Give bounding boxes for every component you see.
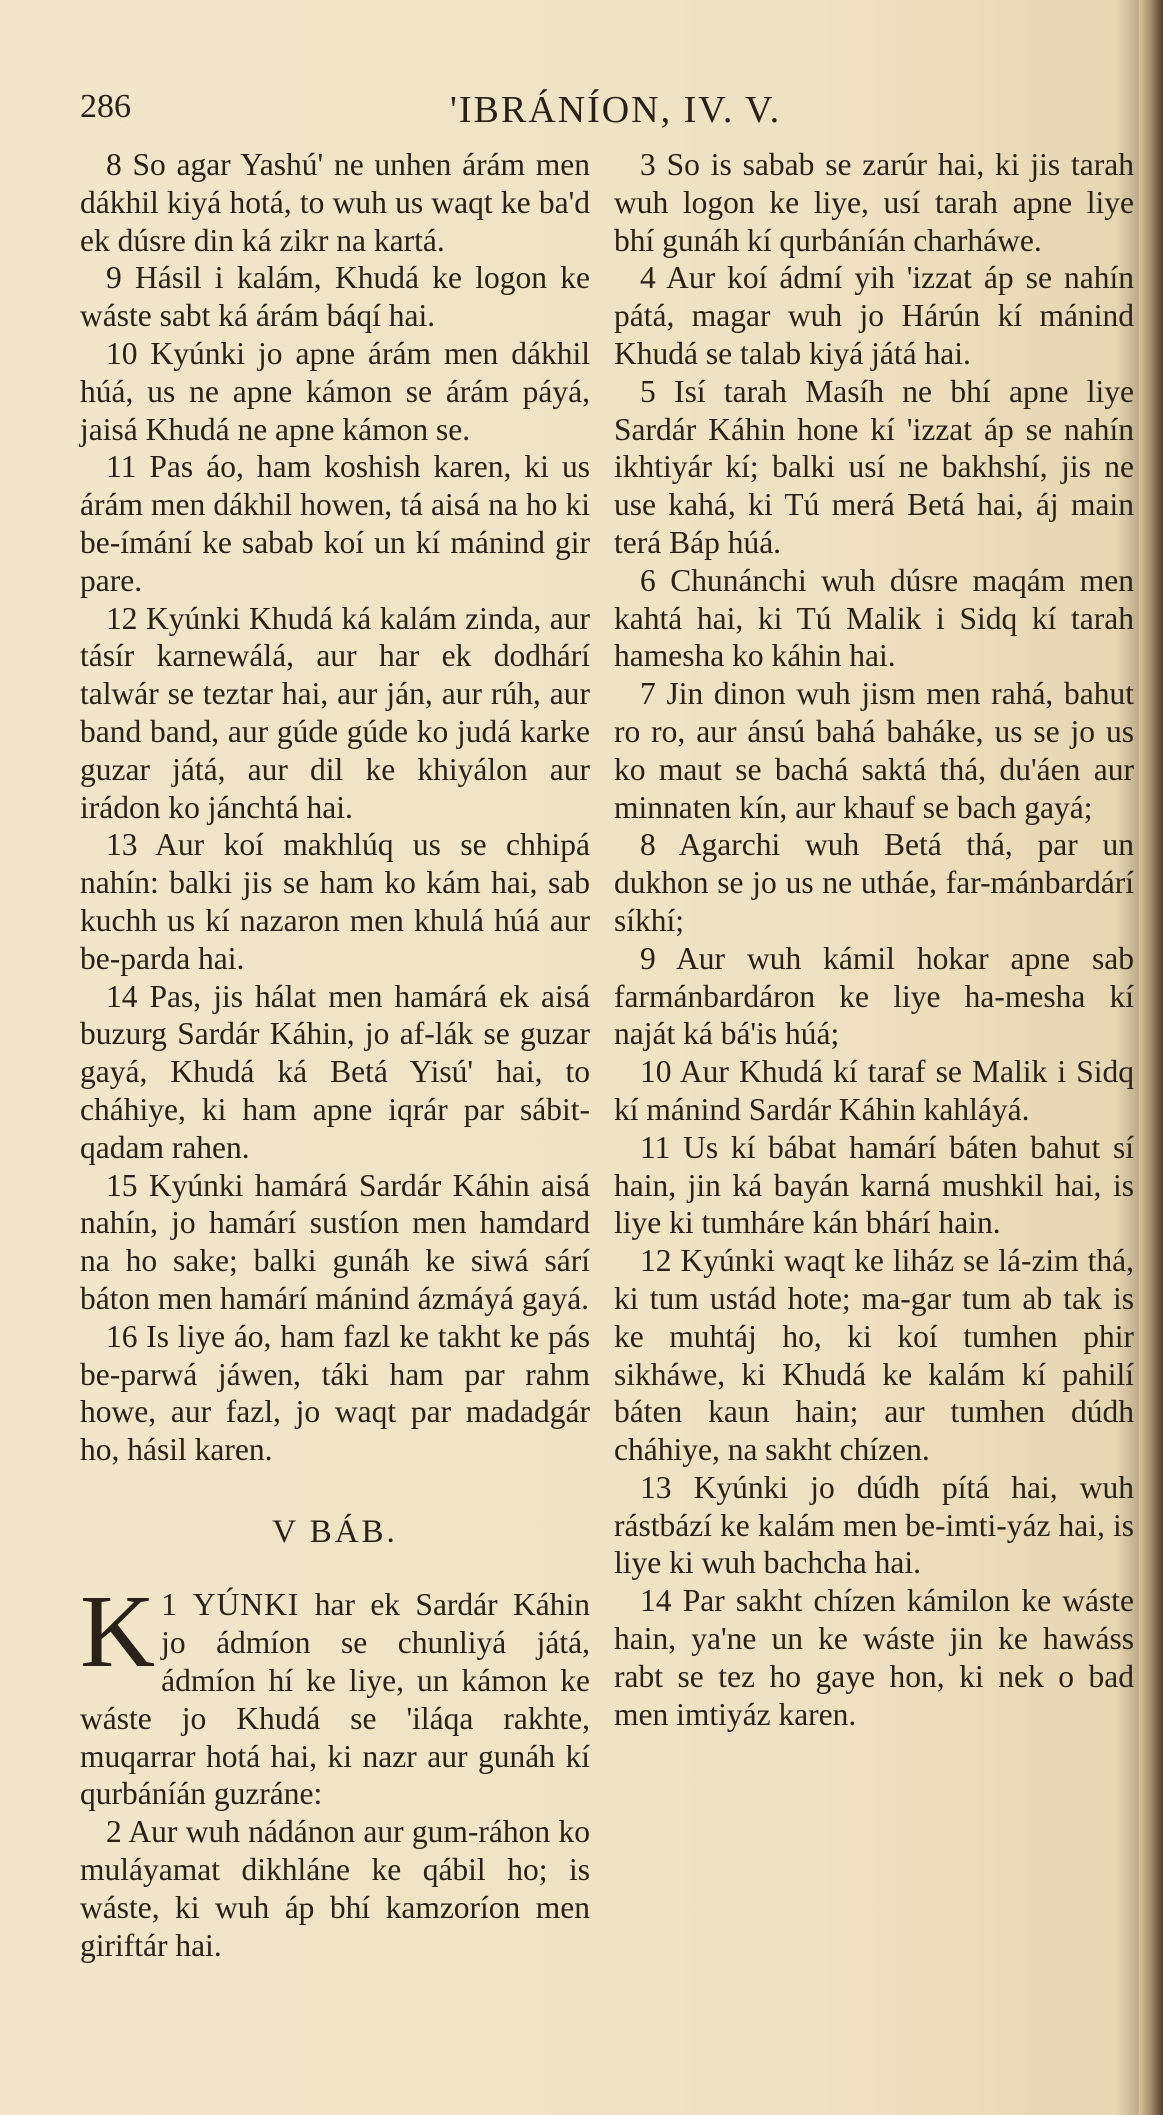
verse: 9 Hásil i kalám, Khudá ke logon ke wáste sabt ká árám báqí hai.	[80, 260, 590, 334]
verse-1	[80, 1574, 590, 1813]
verse: 13 Kyúnki jo dúdh pítá hai, wuh rástbází ke kalám men be-imti-yáz hai, is liye ki wuh bachcha hai.	[614, 1469, 1134, 1581]
verse: 12 Kyúnki Khudá ká kalám zinda, aur tásír karnewálá, aur har ek dodhárí talwár se teztar hai, aur ján, aur rúh, aur band band, aur gúde gúde ko judá karke guzar játá, aur dil ke khiyálon aur irádon ko jánchtá hai.	[80, 600, 590, 825]
verse: 16 Is liye áo, ham fazl ke takht ke pás be-parwá jáwen, táki ham par rahm howe, aur fazl, jo waqt par madadgár ho, hásil karen.	[80, 1318, 590, 1468]
verse-text: har ek Sardár Káhin jo ádmíon se chunliyá játá, ádmíon hí ke liye, un kámon ke wáste jo Khudá se 'iláqa rakhte, muqarrar hotá hai, ki nazr aur gunáh kí qurbáníán guzráne:	[80, 1587, 590, 1812]
verse: 10 Kyúnki jo apne árám men dákhil húá, us ne apne kámon se árám páyá, jaisá Khudá ne apne kámon se.	[80, 335, 590, 447]
page-number: 286	[80, 88, 131, 125]
drop-cap: K	[80, 1574, 156, 1690]
verse: 15 Kyúnki hamárá Sardár Káhin aisá nahín, jo hamárí sustíon men hamdard na ho sake; balki gunáh ke siwá sárí báton men hamárí mánind ázmáyá gayá.	[80, 1167, 590, 1316]
verse: 12 Kyúnki waqt ke liház se lá-zim thá, ki tum ustád hote; ma-gar tum ab tak is ke muhtáj ho, ki koí tumhen phir sikháwe, ki Khudá ke kalám kí pahilí báten kaun hain; aur tumhen dúdh cháhiye, na sakht chízen.	[614, 1243, 1134, 1468]
verse: 2 Aur wuh nádánon aur gum-ráhon ko muláyamat dikhláne ke qábil ho; is wáste, ki wuh áp bhí kamzoríon men giriftár hai.	[80, 1814, 590, 1963]
verse: 7 Jin dinon wuh jism men rahá, bahut ro ro, aur ánsú bahá baháke, us se jo us ko maut se bachá saktá thá, du'áen aur minnaten kín, aur khauf se bach gayá;	[614, 676, 1134, 825]
running-title: 'IBRÁNÍON, IV. V.	[450, 89, 782, 131]
verse: 4 Aur koí ádmí yih 'izzat áp se nahín pátá, magar wuh jo Hárún kí mánind Khudá se talab kiyá játá hai.	[614, 260, 1134, 371]
verse: 11 Us kí bábat hamárí báten bahut sí hain, jin ká bayán karná mushkil hai, is liye ki tumháre kán bhárí hain.	[614, 1129, 1134, 1241]
verse: 8 So agar Yashú' ne unhen árám men dákhil kiyá hotá, to wuh us waqt ke ba'd ek dúsre din ká zikr na kartá.	[80, 147, 590, 258]
verse: 5 Isí tarah Masíh ne bhí apne liye Sardár Káhin hone kí 'izzat áp se nahín ikhtiyár kí; balki usí ne bakhshí, jis ne use kahá, ki Tú merá Betá hai, áj main terá Báp húá.	[614, 373, 1134, 560]
page-edge	[1139, 0, 1163, 2115]
verse: 10 Aur Khudá kí taraf se Malik i Sidq kí mánind Sardár Káhin kahláyá.	[614, 1054, 1134, 1127]
verse: 14 Pas, jis hálat men hamárá ek aisá buzurg Sardár Káhin, jo af-lák se guzar gayá, Khudá ká Betá Yisú' hai, to cháhiye, ki ham apne iqrár par sábit-qadam rahen.	[80, 978, 590, 1165]
chapter-title: V BÁB.	[272, 1513, 398, 1550]
verse: 6 Chunánchi wuh dúsre maqám men kahtá hai, ki Tú Malik i Sidq kí tarah hamesha ko káhin hai.	[614, 562, 1134, 674]
verse-opening-caps: YÚNKI	[192, 1587, 300, 1623]
page-header	[80, 88, 1120, 138]
verse: 14 Par sakht chízen kámilon ke wáste hain, ya'ne un ke wáste jin ke hawáss rabt se tez ho gaye hon, ki nek o bad men imtiyáz karen.	[614, 1583, 1134, 1732]
verse: 9 Aur wuh kámil hokar apne sab farmánbardáron ke liye ha-mesha kí naját ká bá'is húá;	[614, 940, 1134, 1052]
verse: 3 So is sabab se zarúr hai, ki jis tarah wuh logon ke liye, usí tarah apne liye bhí gunáh kí qurbáníán charháwe.	[614, 147, 1134, 258]
right-column	[614, 146, 1134, 1733]
verse: 13 Aur koí makhlúq us se chhipá nahín: balki jis se ham ko kám hai, sab kuchh us kí nazaron men khulá húá aur be-parda hai.	[80, 827, 590, 976]
verse: 11 Pas áo, ham koshish karen, ki us árám men dákhil howen, tá aisá na ho ki be-ímání ke sabab koí un kí mánind gir pare.	[80, 449, 590, 598]
verse-number: 1	[161, 1587, 177, 1623]
verse: 8 Agarchi wuh Betá thá, par un dukhon se jo us ne utháe, far-mánbardárí síkhí;	[614, 827, 1134, 938]
left-column	[80, 146, 590, 1964]
